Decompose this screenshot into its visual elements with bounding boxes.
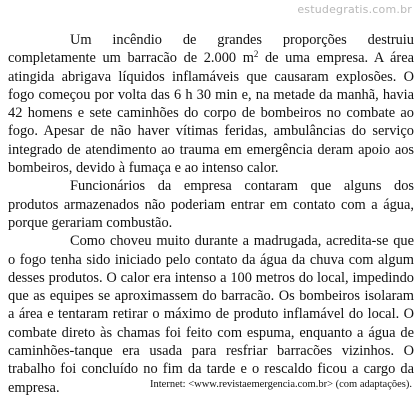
paragraph-1 [8, 31, 414, 177]
site-watermark: estudegratis.com.br [297, 3, 412, 16]
article-body [8, 31, 414, 397]
paragraph-1-text-a: Um incêndio de grandes proporções destruiu completamente um barracão de 2.000 m [8, 32, 414, 67]
source-citation: Internet: <www.revistaemergencia.com.br> (com adaptações). [150, 379, 412, 390]
square-meter-exponent: 2 [253, 49, 259, 60]
paragraph-2: Funcionários da empresa contaram que alguns dos produtos armazenados não poderiam entrar em contato com a água, porque gerariam combustão. [8, 178, 414, 231]
paragraph-3: Como choveu muito durante a madrugada, acredita-se que o fogo tenha sido iniciado pelo contato da água da chuva com algum desses produtos. O calor era intenso a 100 metros do local, impedindo que as equipes se aproximassem do barracão. Os bombeiros isolaram a área e tentaram retirar o máximo de produto inflamável do local. O combate direto às chamas foi feito com espuma, enquanto a água de caminhões-tanque era usada para resfriar barracões vizinhos. O trabalho foi concluído no fim da tarde e o rescaldo ficou a cargo da empresa. [8, 233, 414, 396]
paragraph-1-text-b: de uma empresa. A área atingida abrigava líquidos inflamáveis que causaram explosões. O fogo começou por volta das 6 h 30 min e, na metade da manhã, havia 42 homens e sete caminhões do corpo de bombeiros no combate ao fogo. Apesar de não haver vítimas feridas, ambulâncias do serviço integrado de atendimento ao trauma em emergência deram apoio aos bombeiros, devido à fumaça e ao intenso calor. [8, 50, 414, 177]
